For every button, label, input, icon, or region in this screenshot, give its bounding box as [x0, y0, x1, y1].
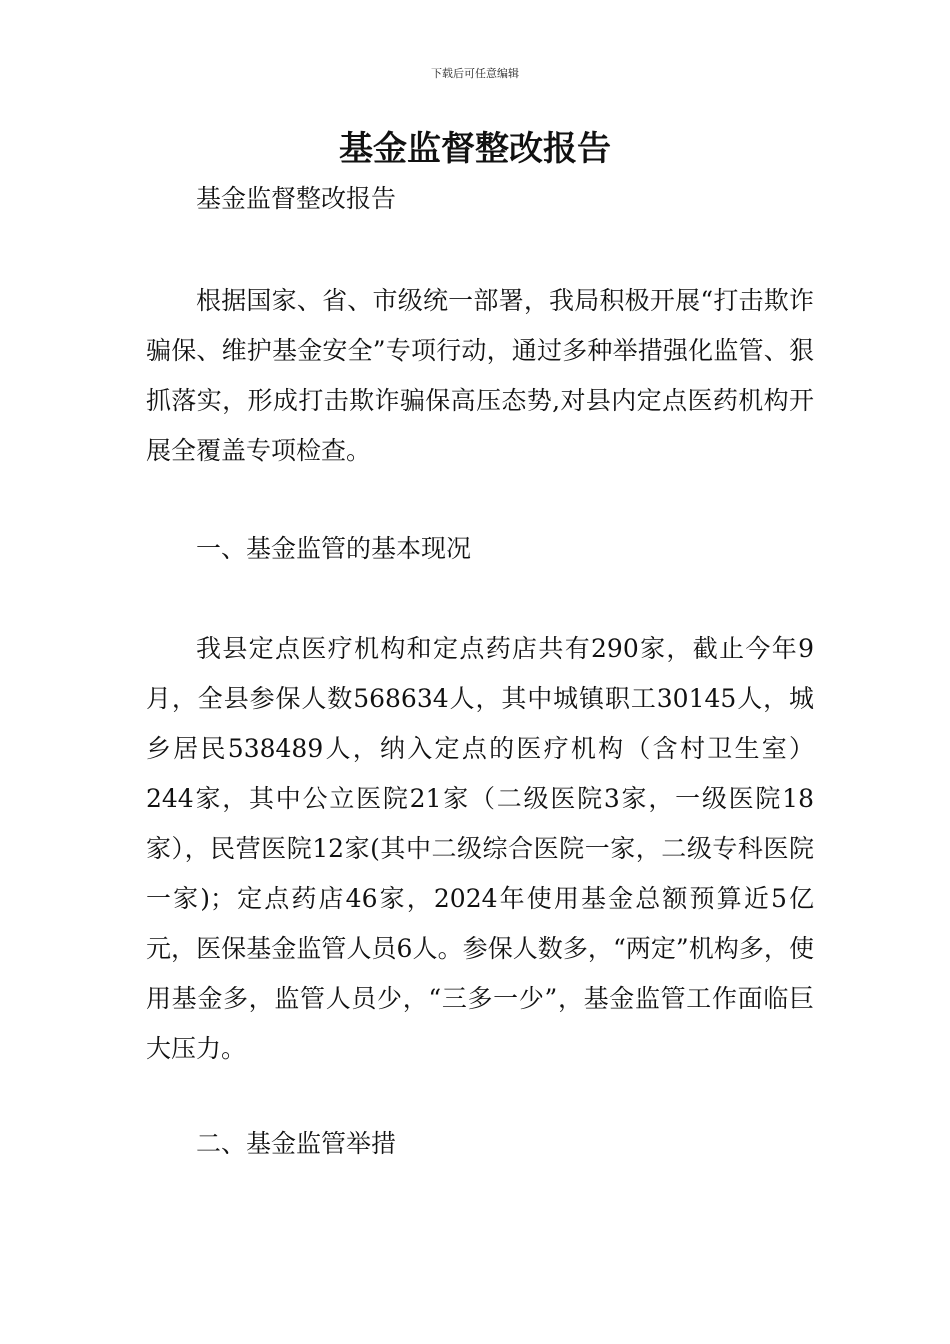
- status-paragraph: 我县定点医疗机构和定点药店共有290家，截止今年9月，全县参保人数568634人，其中城镇职工30145人，城乡居民538489人，纳入定点的医疗机构（含村卫生室）244家，其中公立医院21家（二级医院3家，一级医院18家），民营医院12家(其中二级综合医院一家，二级专科医院一家)；定点药店46家，2024年使用基金总额预算近5亿元，医保基金监管人员6人。参保人数多，“两定”机构多，使用基金多，监管人员少，“三多一少”，基金监管工作面临巨大压力。: [146, 634, 814, 1063]
- header-note: 下载后可任意编辑: [431, 67, 519, 80]
- section-heading-1: 一、基金监管的基本现况: [196, 534, 472, 563]
- section-heading-2: 二、基金监管举措: [196, 1129, 397, 1158]
- document-subtitle: 基金监督整改报告: [196, 184, 397, 213]
- document-title: 基金监督整改报告: [339, 129, 611, 169]
- intro-paragraph: 根据国家、省、市级统一部署，我局积极开展“打击欺诈骗保、维护基金安全”专项行动，通过多种举措强化监管、狠抓落实，形成打击欺诈骗保高压态势,对县内定点医药机构开展全覆盖专项检查。: [146, 286, 814, 465]
